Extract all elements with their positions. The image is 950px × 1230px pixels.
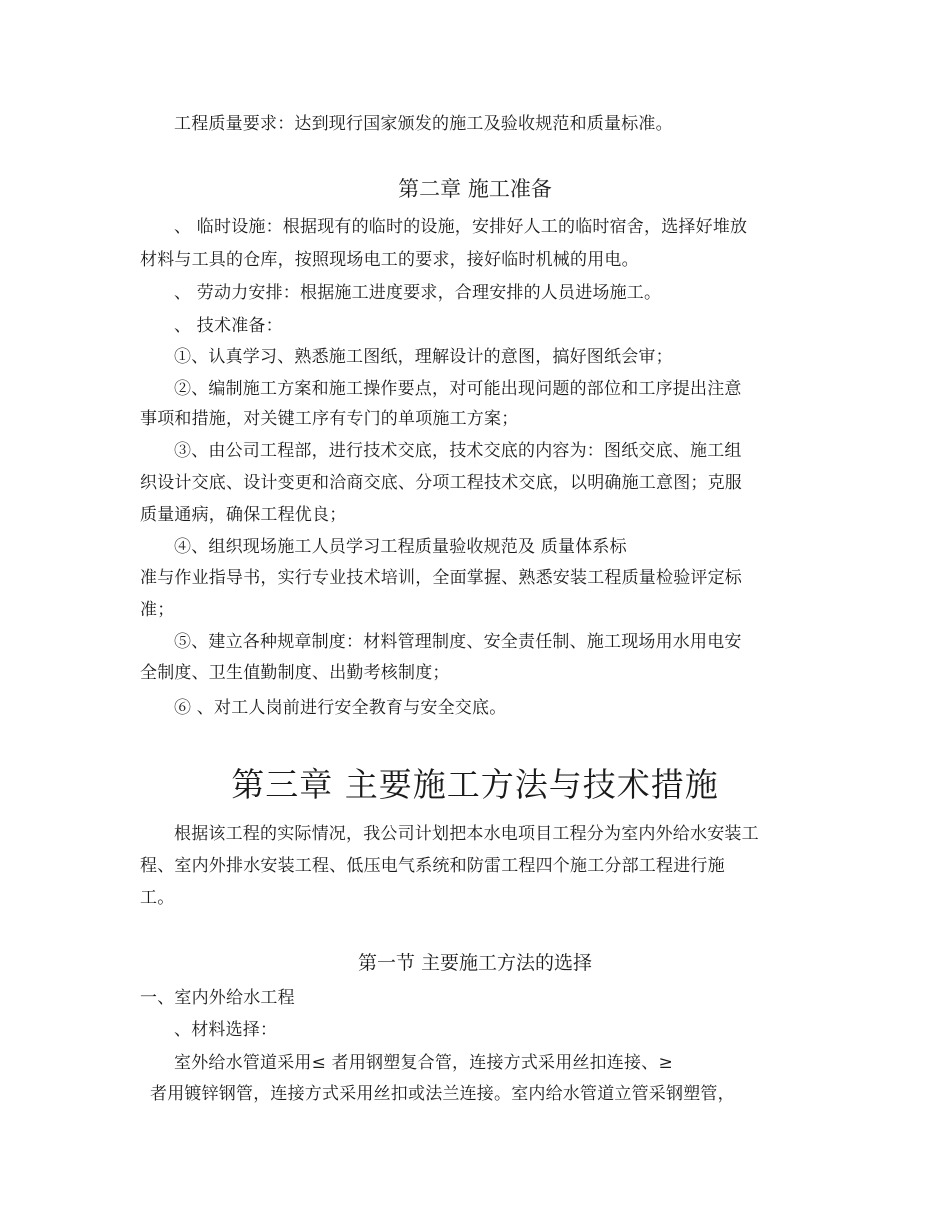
- ch2-item1-line2: 材料与工具的仓库，按照现场电工的要求，接好临时机械的用电。: [140, 250, 639, 270]
- section1-heading: 一、室内外给水工程: [140, 988, 295, 1008]
- chapter2-title: 第二章 施工准备: [398, 177, 552, 201]
- ch2-sub4-line1: ④、组织现场施工人员学习工程质量验收规范及 质量体系标: [174, 537, 627, 557]
- ch2-item1-line1: 、 临时设施：根据现有的临时的设施，安排好人工的临时宿舍，选择好堆放: [174, 217, 748, 237]
- ch2-sub4-line2: 准与作业指导书，实行专业技术培训，全面掌握、熟悉安装工程质量检验评定标: [140, 568, 742, 588]
- ch2-sub3-line2: 织设计交底、设计变更和洽商交底、分项工程技术交底，以明确施工意图；克服: [140, 473, 742, 493]
- ch2-sub2-line2: 事项和措施，对关键工序有专门的单项施工方案；: [140, 409, 519, 429]
- quality-requirement-text: 工程质量要求：达到现行国家颁发的施工及验收规范和质量标准。: [174, 114, 673, 134]
- material-para-line2: 者用镀锌钢管，连接方式采用丝扣或法兰连接。室内给水管道立管采钢塑管，: [150, 1084, 735, 1104]
- ch2-sub2-line1: ②、编制施工方案和施工操作要点，对可能出现问题的部位和工序提出注意: [174, 379, 742, 399]
- ch2-sub1: ①、认真学习、熟悉施工图纸，理解设计的意图，搞好图纸会审；: [174, 347, 673, 367]
- ch3-intro-line3: 工。: [140, 888, 175, 908]
- ch2-sub6: ⑥ 、对工人岗前进行安全教育与安全交底。: [174, 698, 507, 718]
- ch2-sub4-line3: 准；: [140, 600, 175, 620]
- section1-title: 第一节 主要施工方法的选择: [357, 952, 593, 974]
- ch2-sub5-line1: ⑤、建立各种规章制度：材料管理制度、安全责任制、施工现场用水用电安: [174, 632, 742, 652]
- ch2-sub5-line2: 全制度、卫生值勤制度、出勤考核制度；: [140, 663, 450, 683]
- material-para-line1: 室外给水管道采用≤ 者用钢塑复合管，连接方式采用丝扣连接、≥: [174, 1053, 673, 1073]
- material-heading: 、材料选择：: [174, 1020, 278, 1040]
- chapter3-title: 第三章 主要施工方法与技术措施: [231, 765, 719, 804]
- ch3-intro-line2: 程、室内外排水安装工程、低压电气系统和防雷工程四个施工分部工程进行施: [140, 856, 725, 876]
- ch3-intro-line1: 根据该工程的实际情况，我公司计划把本水电项目工程分为室内外给水安装工: [174, 824, 759, 844]
- ch2-sub3-line3: 质量通病，确保工程优良；: [140, 505, 347, 525]
- ch2-item2: 、 劳动力安排：根据施工进度要求，合理安排的人员进场施工。: [174, 283, 662, 303]
- ch2-item3: 、 技术准备：: [174, 316, 283, 336]
- ch2-sub3-line1: ③、由公司工程部，进行技术交底，技术交底的内容为：图纸交底、施工组: [174, 441, 742, 461]
